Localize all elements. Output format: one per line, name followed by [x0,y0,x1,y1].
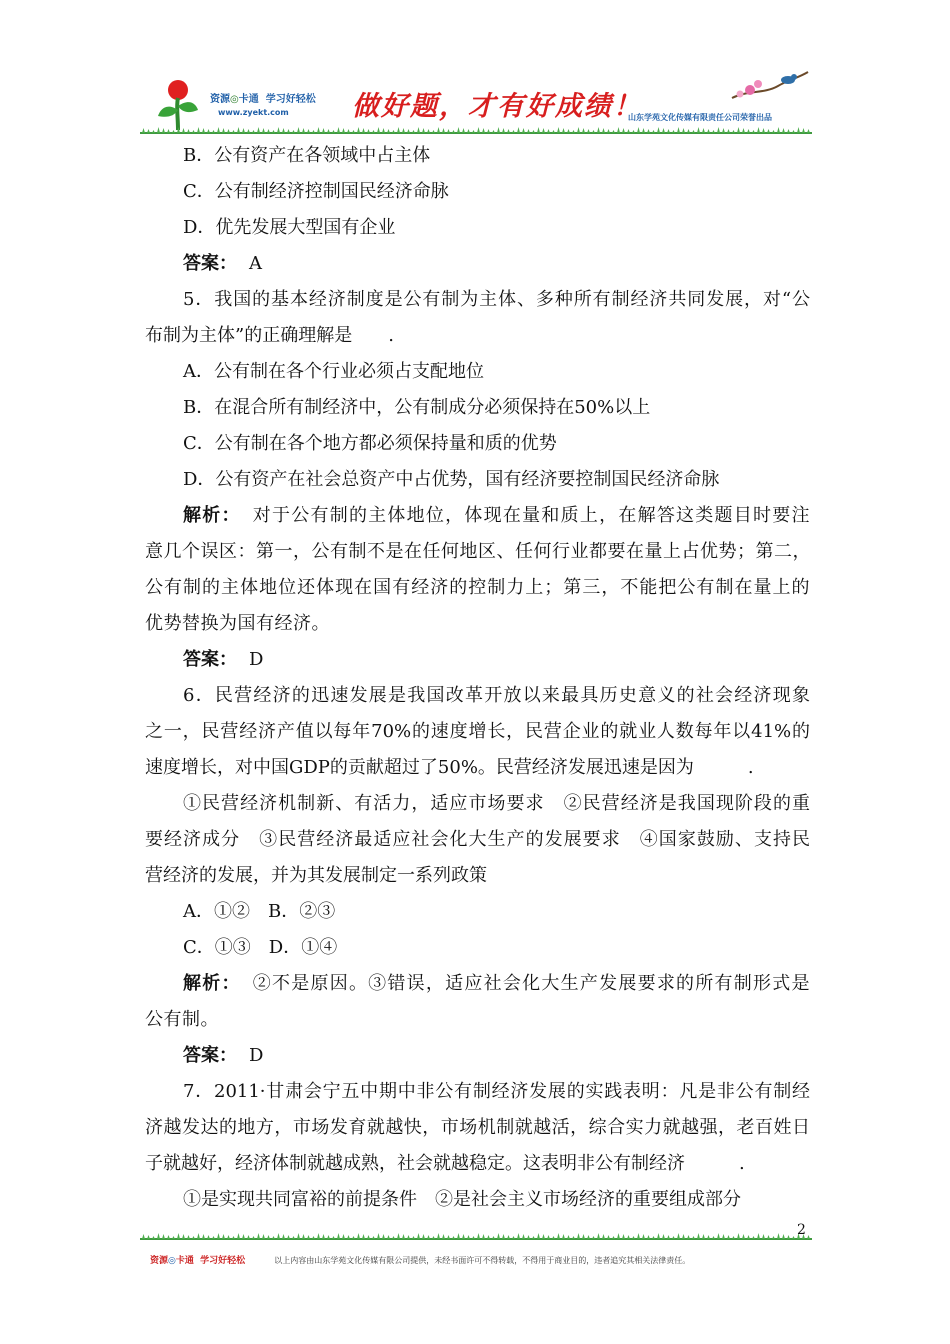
line-text: ①民营经济机制新、有活力，适应市场要求 ②民营经济是我国现阶段的重 [183,793,810,814]
line-text: 6．民营经济的迅速发展是我国改革开放以来最具历史意义的社会经济现象 [183,685,810,706]
line-text: 速度增长，对中国GDP的贡献超过了50%。民营经济发展迅速是因为 . [145,757,754,778]
text-line [145,534,810,570]
text-line [145,1182,810,1218]
text-line [145,426,810,462]
line-text: A [249,253,262,274]
page-number: 2 [797,1222,806,1238]
line-label: 答案： [183,649,237,670]
line-text: 之一，民营经济产值以每年70%的速度增长，民营企业的就业人数每年以41%的 [145,721,810,742]
text-line [145,714,810,750]
text-line [145,318,810,354]
footer-brand: 资源◎卡通 学习好轻松 [150,1256,246,1266]
page-footer [150,1248,810,1264]
text-line [145,786,810,822]
footer-copyright: 以上内容由山东学苑文化传媒有限公司提供，未经书面许可不得转载，不得用于商业目的，违者追究其相关法律责任。 [274,1256,691,1265]
page-header [140,68,812,134]
text-line [145,570,810,606]
line-text: C．①③ D．①④ [183,937,338,958]
line-text: C．公有制在各个地方都必须保持量和质的优势 [183,433,557,454]
text-line [145,822,810,858]
line-text: B．在混合所有制经济中，公有制成分必须保持在50%以上 [183,397,651,418]
sprout-logo-icon [156,76,200,130]
answer-line [145,498,810,534]
line-text: A．①② B．②③ [183,901,336,922]
logo-url: www.zyekt.com [218,108,289,117]
line-text: 营经济的发展，并为其发展制定一系列政策 [145,865,487,886]
text-line [145,1002,810,1038]
line-text: 要经济成分 ③民营经济最适应社会化大生产的发展要求 ④国家鼓励、支持民 [145,829,810,850]
text-line [145,462,810,498]
text-line [145,606,810,642]
text-line [145,1146,810,1182]
grass-divider-top [140,126,812,136]
text-line [145,678,810,714]
line-text: C．公有制经济控制国民经济命脉 [183,181,449,202]
line-text: ①是实现共同富裕的前提条件 ②是社会主义市场经济的重要组成部分 [183,1189,741,1210]
flower-bird-icon [728,68,810,108]
line-text: D．优先发展大型国有企业 [183,217,396,238]
line-text: 5．我国的基本经济制度是公有制为主体、多种所有制经济共同发展，对“公 [183,289,810,310]
question-text [145,138,810,1218]
line-text: 优势替换为国有经济。 [145,613,330,634]
line-text: B．公有资产在各领域中占主体 [183,145,431,166]
line-text: 济越发达的地方，市场发育就越快，市场机制就越活，综合实力就越强，老百姓日 [145,1117,810,1138]
line-text: 布制为主体”的正确理解是 . [145,325,394,346]
line-text: 子就越好，经济体制就越成熟，社会就越稳定。这表明非公有制经济 . [145,1153,745,1174]
line-text: 公有制的主体地位还体现在国有经济的控制力上；第三，不能把公有制在量上的 [145,577,810,598]
line-text: D [249,649,264,670]
text-line [145,354,810,390]
text-line [145,930,810,966]
line-text: 7．2011·甘肃会宁五中期中非公有制经济发展的实践表明：凡是非公有制经 [183,1081,810,1102]
answer-line [145,246,810,282]
logo-text: 资源◎卡通 学习好轻松 [210,94,316,105]
text-line [145,390,810,426]
line-text: D．公有资产在社会总资产中占优势，国有经济要控制国民经济命脉 [183,469,720,490]
line-text: ②不是原因。③错误，适应社会化大生产发展要求的所有制形式是 [252,973,811,994]
grass-divider-bottom [140,1232,812,1242]
text-line [145,1074,810,1110]
answer-line [145,642,810,678]
text-line [145,174,810,210]
line-label: 解析： [183,505,241,526]
line-label: 答案： [183,253,237,274]
text-line [145,894,810,930]
line-text: 对于公有制的主体地位，体现在量和质上，在解答这类题目时要注 [252,505,811,526]
text-line [145,282,810,318]
text-line [145,210,810,246]
line-label: 答案： [183,1045,237,1066]
line-label: 解析： [183,973,241,994]
publisher-text: 山东学苑文化传媒有限责任公司荣誉出品 [628,113,772,122]
line-text: 公有制。 [145,1009,219,1030]
slogan: 做好题，才有好成绩！ [352,91,642,122]
line-text: A．公有制在各个行业必须占支配地位 [183,361,484,382]
answer-line [145,966,810,1002]
answer-line [145,1038,810,1074]
text-line [145,138,810,174]
line-text: 意几个误区：第一，公有制不是在任何地区、任何行业都要在量上占优势；第二， [145,541,811,562]
text-line [145,750,810,786]
line-text: D [249,1045,264,1066]
text-line [145,858,810,894]
text-line [145,1110,810,1146]
